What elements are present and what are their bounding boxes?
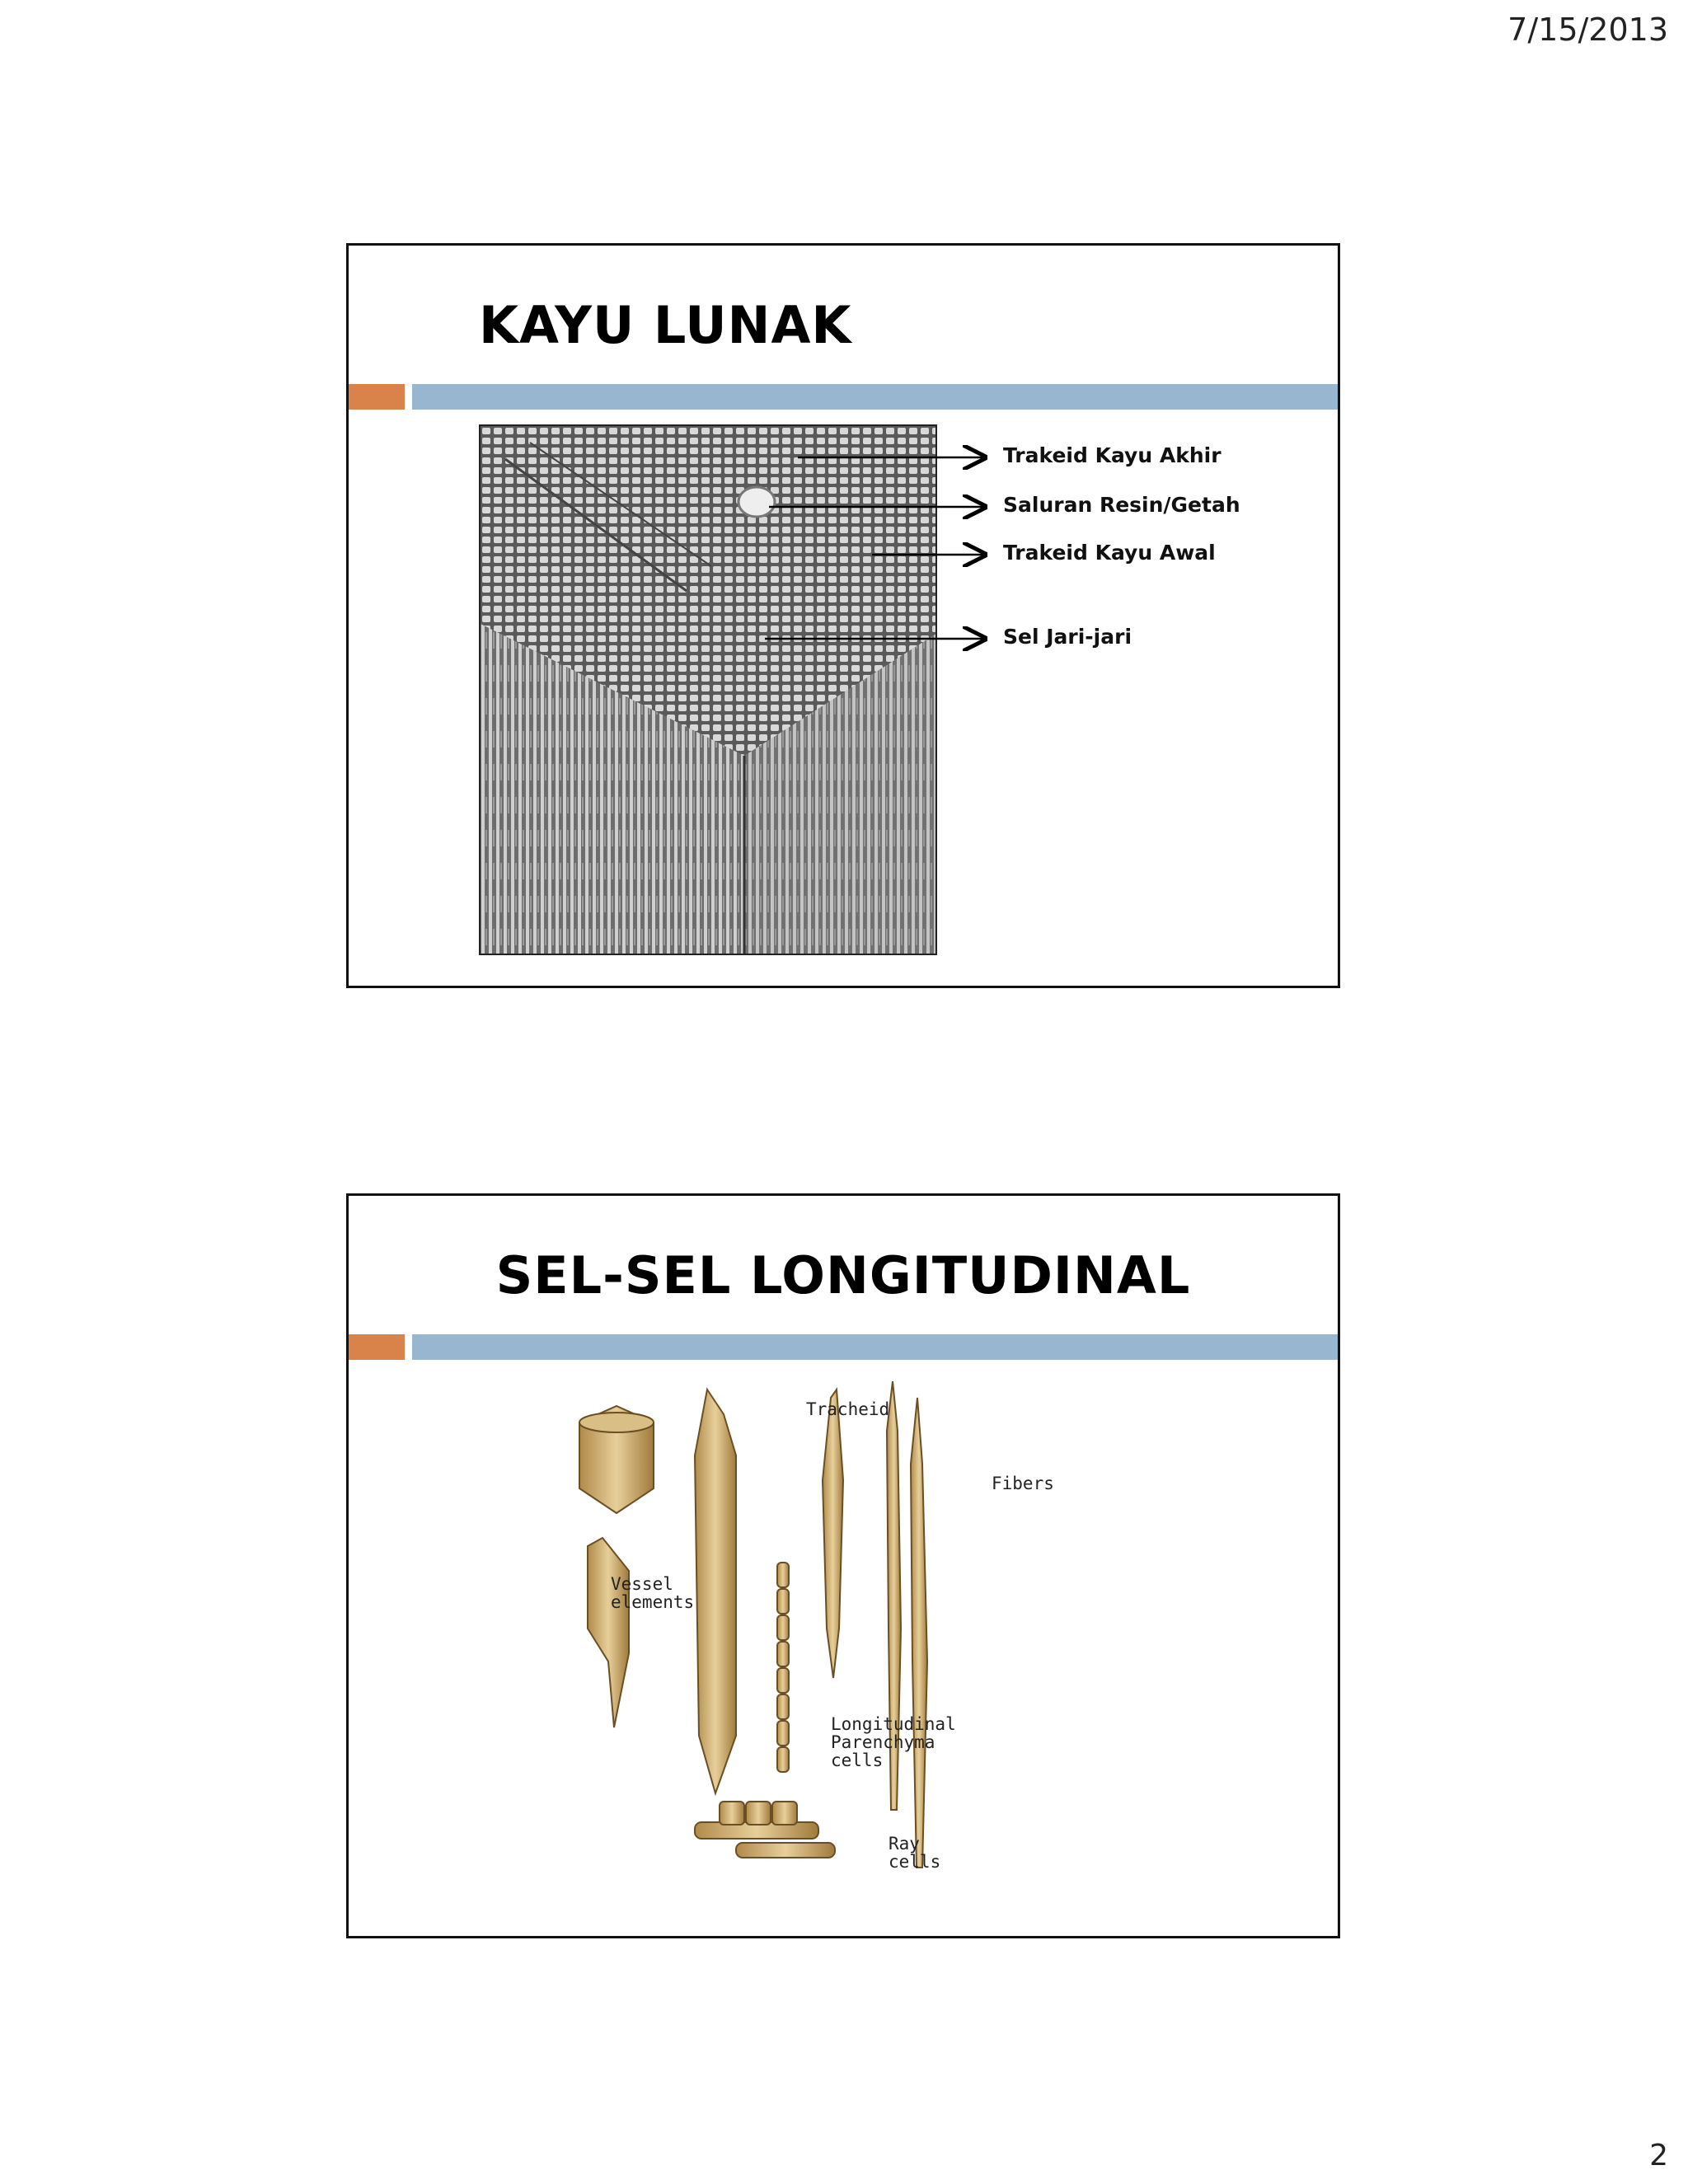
label-parenchyma-1: Longitudinal	[831, 1714, 956, 1734]
label-tracheid: Tracheid	[806, 1399, 890, 1419]
accent-bar-blue	[412, 1334, 1338, 1360]
page-date: 7/15/2013	[1507, 12, 1668, 48]
vessel-element-top	[579, 1406, 654, 1513]
page-number: 2	[1649, 2139, 1668, 2172]
slide-title: SEL-SEL LONGITUDINAL	[495, 1245, 1191, 1305]
longitudinal-parenchyma	[777, 1563, 789, 1772]
slide-title: KAYU LUNAK	[479, 295, 852, 355]
ray-cells	[695, 1802, 835, 1858]
label-ray-cells-1: Ray	[889, 1834, 920, 1854]
slide-sel-longitudinal	[346, 1193, 1340, 1938]
label-vessel-elements-2: elements	[611, 1592, 695, 1612]
tracheid-cell	[823, 1390, 843, 1678]
vessel-element-bottom	[588, 1538, 629, 1727]
label-parenchyma-2: Parenchyma	[831, 1732, 935, 1752]
slide-kayu-lunak	[346, 243, 1340, 988]
callout-arrows	[349, 246, 1343, 991]
label-vessel-elements-1: Vessel	[611, 1574, 673, 1594]
wood-cells-illustration	[571, 1381, 1082, 1892]
label-sel-jari-jari: Sel Jari-jari	[1003, 625, 1132, 649]
fiber-cell-2	[911, 1398, 927, 1868]
label-saluran-resin: Saluran Resin/Getah	[1003, 493, 1240, 517]
label-fibers: Fibers	[992, 1474, 1054, 1493]
label-trakeid-kayu-awal: Trakeid Kayu Awal	[1003, 541, 1216, 565]
label-parenchyma-3: cells	[831, 1750, 884, 1770]
accent-bar-orange	[349, 1334, 405, 1360]
vessel-element-spindle	[695, 1390, 736, 1793]
label-trakeid-kayu-akhir: Trakeid Kayu Akhir	[1003, 443, 1221, 467]
label-ray-cells-2: cells	[889, 1852, 941, 1872]
